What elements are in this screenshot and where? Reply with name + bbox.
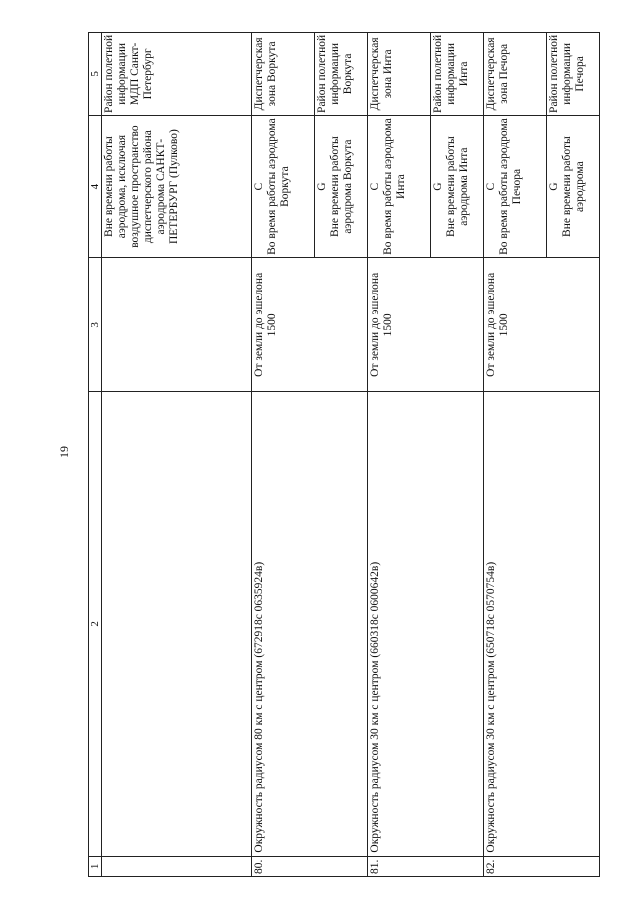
row-zone-g: Район полетной информации Инта bbox=[431, 33, 484, 116]
row-time-g bbox=[547, 115, 600, 258]
class-label: G bbox=[432, 182, 445, 191]
row-description: Окружность радиусом 30 км с центром (660318с 0600642в) bbox=[368, 392, 484, 856]
time-text: Вне времени работы аэродрома Инта bbox=[445, 136, 471, 237]
airspace-table bbox=[88, 32, 600, 877]
row-altitude: От земли до эшелона 1500 bbox=[484, 258, 600, 392]
row-number: 80. bbox=[252, 856, 368, 876]
time-text: Во время работы аэродрома Инта bbox=[382, 118, 408, 255]
class-label: C bbox=[253, 182, 266, 191]
row-time-c bbox=[252, 115, 315, 258]
page-number: 19 bbox=[57, 446, 71, 458]
row-number: 82. bbox=[484, 856, 600, 876]
header-col-1: 1 bbox=[89, 856, 102, 876]
row-zone-c: Диспетчерская зона Печора bbox=[484, 33, 547, 116]
table-row-80 bbox=[252, 33, 315, 877]
row-time-c bbox=[368, 115, 431, 258]
row-time-g bbox=[315, 115, 368, 258]
row79-zone-cell: Район полетной информации МДП Санкт-Петербург bbox=[102, 33, 252, 116]
header-col-2: 2 bbox=[89, 392, 102, 856]
row-number: 81. bbox=[368, 856, 484, 876]
time-text: Вне времени работы аэродрома Воркута bbox=[329, 136, 355, 237]
table-row-82 bbox=[484, 33, 547, 877]
row-time-c bbox=[484, 115, 547, 258]
row-description: Окружность радиусом 80 км с центром (672918с 0635924в) bbox=[252, 392, 368, 856]
class-label: G bbox=[548, 182, 561, 191]
time-text: Во время работы аэродрома Печора bbox=[498, 118, 524, 255]
table-row-81 bbox=[368, 33, 431, 877]
row-zone-c: Диспетчерская зона Воркута bbox=[252, 33, 315, 116]
row-description: Окружность радиусом 30 км с центром (650718с 0570754в) bbox=[484, 392, 600, 856]
header-col-5: 5 bbox=[89, 33, 102, 116]
row-zone-g: Район полетной информации Печора bbox=[547, 33, 600, 116]
row-time-g bbox=[431, 115, 484, 258]
time-text: Вне времени работы аэродрома bbox=[561, 136, 587, 237]
row-altitude: От земли до эшелона 1500 bbox=[252, 258, 368, 392]
row-zone-g: Район полетной информации Воркута bbox=[315, 33, 368, 116]
table-row-79-continuation bbox=[102, 33, 252, 877]
class-label: C bbox=[369, 182, 382, 191]
time-text: Во время работы аэродрома Воркута bbox=[266, 118, 292, 255]
class-label: C bbox=[485, 182, 498, 191]
row-altitude: От земли до эшелона 1500 bbox=[368, 258, 484, 392]
class-label: G bbox=[316, 182, 329, 191]
row-zone-c: Диспетчерская зона Инта bbox=[368, 33, 431, 116]
header-col-3: 3 bbox=[89, 258, 102, 392]
header-col-4: 4 bbox=[89, 115, 102, 258]
header-row bbox=[89, 33, 102, 877]
row79-time-cell: Вне времени работы аэродрома, исключая воздушное пространство диспетчерского района аэродрома САНКТ-ПЕТЕРБУРГ (Пулково) bbox=[102, 115, 252, 258]
